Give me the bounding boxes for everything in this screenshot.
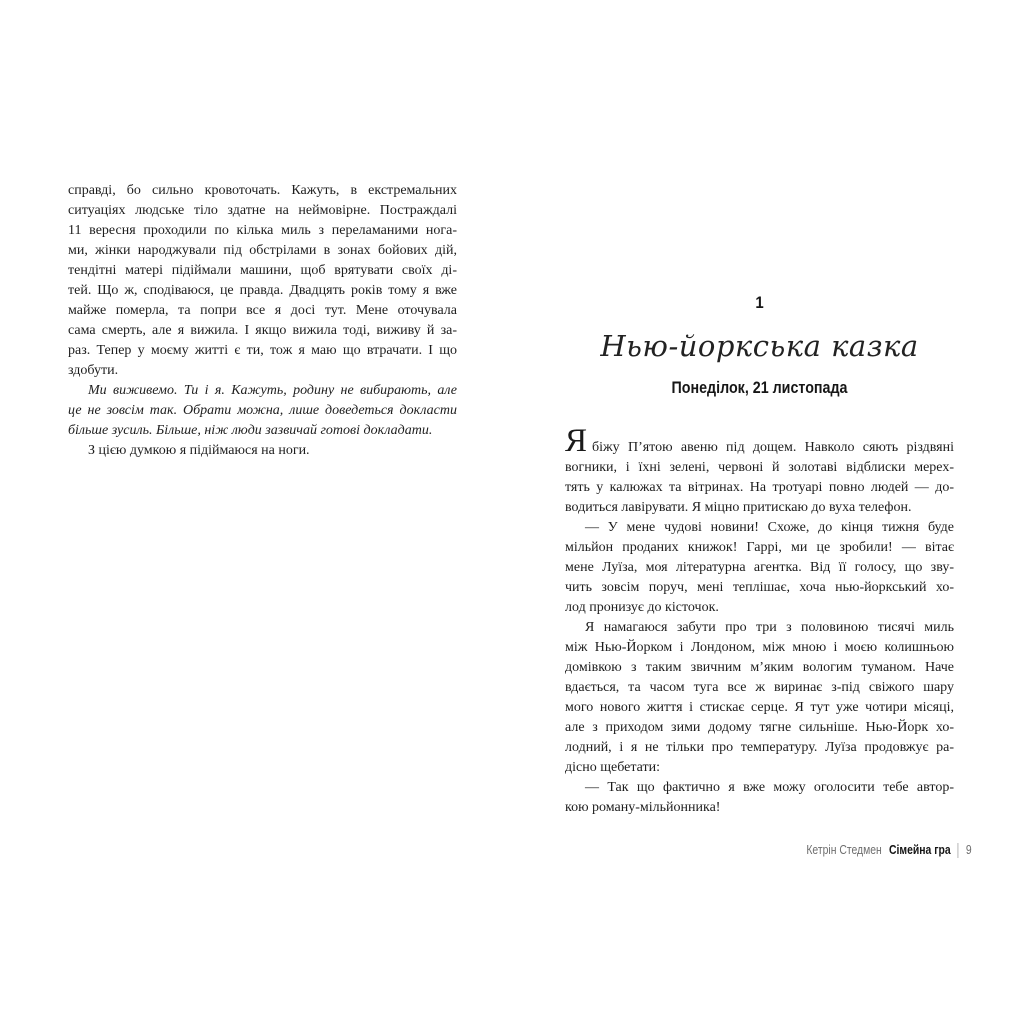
text-line: мого нового життя і стискає серце. Я тут уже чотири місяці, [565, 700, 954, 715]
chapter-title: Нью-йоркська казка [600, 329, 919, 363]
text-line: мене Луїза, моя літературна агентка. Від її голосу, що зву- [565, 560, 954, 575]
chapter-number: 1 [755, 293, 764, 312]
text-line: між Нью-Йорком і Лондоном, між мною і моєю колишньою [565, 640, 954, 655]
paragraph [565, 423, 954, 518]
text-line: мільйон проданих книжок! Гаррі, ми це зробили! — вітає [565, 540, 954, 555]
text-line: домівкою з таким звичним м’яким вологим туманом. Наче [565, 660, 954, 675]
text-line: майже померла, та попри все я досі тут. Мене оточувала [68, 303, 457, 318]
text-line: раз. Тепер у моєму житті є ти, тож я маю що втрачати. І що [68, 343, 457, 358]
text-line: Я намагаюся забути про три з половиною тисячі миль [585, 620, 954, 635]
text-line: сама смерть, але я вижила. І якщо вижила тоді, виживу й за- [68, 323, 457, 338]
text-line: Я біжу П’ятою авеню під дощем. Навколо сяють різдвяні [565, 423, 954, 459]
text-line: вдається, та часом туга все ж виринає з-під свіжого шару [565, 680, 954, 695]
right-page-text [565, 423, 954, 818]
text-line: ми, жінки народжували під обстрілами в зонах бойових дій, [68, 243, 457, 258]
text-line: кою роману-мільйонника! [565, 800, 721, 815]
running-footer [807, 842, 972, 858]
text-line: лод пронизує до кісточок. [565, 600, 719, 615]
text-line: чить зовсім поруч, мені теплішає, хоча нью-йоркський хо- [565, 580, 954, 595]
paragraph [565, 778, 954, 818]
text-line: лодний, і я не тільки про температуру. Луїза продовжує ра- [565, 740, 954, 755]
drop-cap-letter: Я [565, 423, 588, 459]
text-line: — У мене чудові новини! Схоже, до кінця тижня буде [585, 520, 954, 535]
paragraph [565, 618, 954, 778]
text-line: здобути. [68, 363, 119, 378]
text-line: З цією думкою я підіймаюся на ноги. [88, 443, 310, 458]
text-line: справді, бо сильно кровоточать. Кажуть, в екстремальних [68, 183, 457, 198]
text-line: 11 вересня проходили по кілька миль з переламаними нога- [68, 223, 457, 238]
text-line: — Так що фактично я вже можу оголосити тебе автор- [585, 780, 954, 795]
text-line: більше зусиль. Більше, ніж люди зазвичай готові докладати. [68, 423, 433, 438]
text-line: тей. Що ж, сподіваюся, це правда. Двадцять років тому я вже [68, 283, 457, 298]
paragraph [565, 518, 954, 618]
text-line: водиться лавірувати. Я міцно притискаю до вуха телефон. [565, 500, 912, 515]
paragraph [68, 181, 457, 381]
footer-divider [958, 843, 959, 858]
footer-page-number: 9 [966, 842, 972, 857]
paragraph [68, 441, 457, 461]
text-line: дісно щебетати: [565, 760, 661, 775]
left-page-text [68, 181, 457, 461]
footer-book-title: Сімейна гра [889, 842, 952, 857]
text-line: тять у калюжах та вітринах. На тротуарі повно людей — до- [565, 480, 954, 495]
text-line: Ми виживемо. Ти і я. Кажуть, родину не вибирають, але [88, 383, 457, 398]
text-line: але з приходом зими додому тягне сильніше. Нью-Йорк хо- [565, 720, 954, 735]
text-line: вогники, і їхні зелені, червоні й золотаві відблиски мерех- [565, 460, 954, 475]
paragraph [68, 381, 457, 441]
text-line: це не зовсім так. Обрати можна, лише доведеться докласти [68, 403, 457, 418]
footer-author: Кетрін Стедмен [806, 842, 883, 857]
text-line: тендітні матері підіймали машини, щоб врятувати своїх ді- [68, 263, 457, 278]
chapter-date: Понеділок, 21 листопада [671, 378, 848, 397]
text-line: ситуаціях людське тіло здатне на неймовірне. Постраждалі [68, 203, 457, 218]
